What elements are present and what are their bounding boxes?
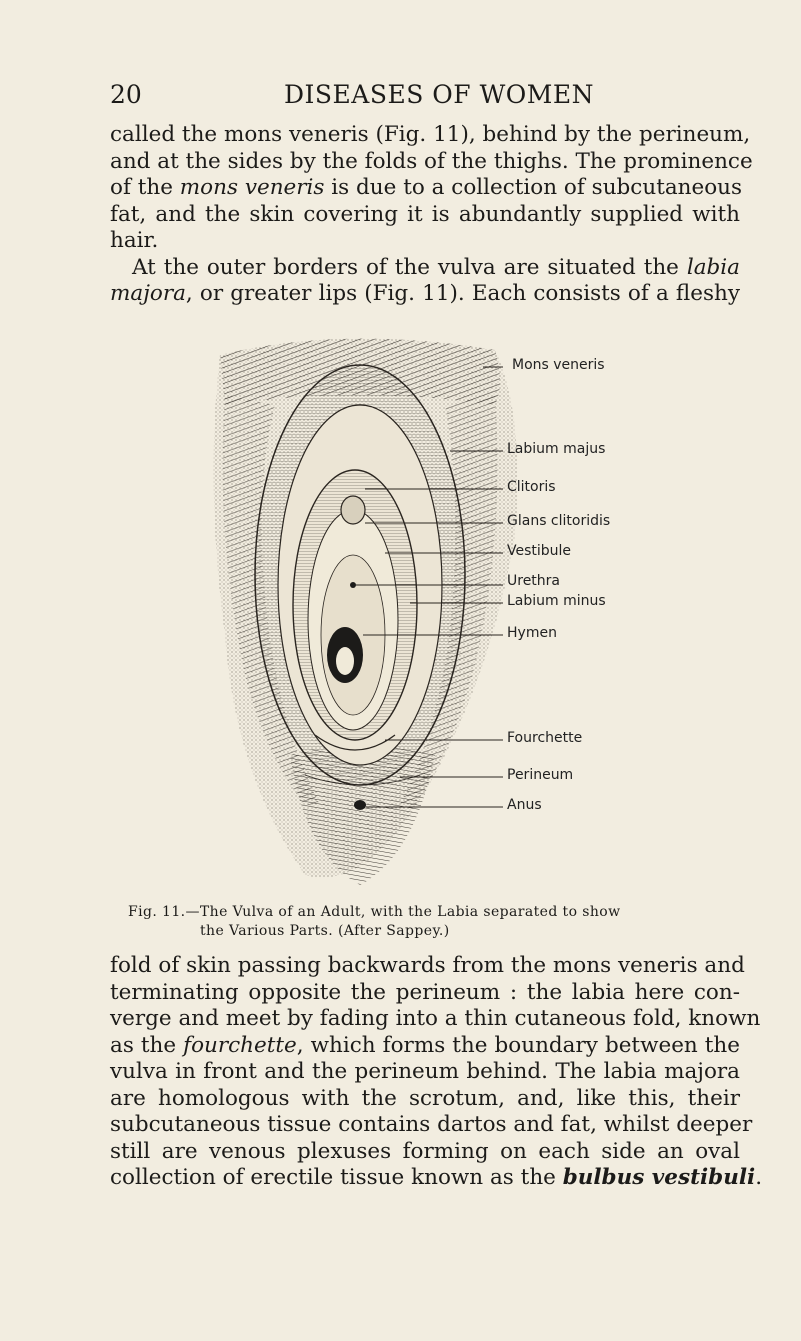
- text-line: called the mons veneris (Fig. 11), behind by the perineum,: [110, 122, 751, 147]
- text-line: as the fourchette, which forms the boundary between the: [110, 1032, 740, 1058]
- paragraph-1: [110, 122, 753, 308]
- paragraph-3: [110, 953, 763, 1192]
- page-number: 20: [110, 80, 142, 109]
- text-line: and at the sides by the folds of the thighs. The prominence: [110, 148, 753, 174]
- caption-line-2: the Various Parts. (After Sappey.): [200, 923, 450, 939]
- text-line: subcutaneous tissue contains dartos and fat, whilst deeper: [110, 1112, 753, 1137]
- page-header: [110, 80, 740, 120]
- text-line: still are venous plexuses forming on each side an oval: [110, 1138, 740, 1164]
- label-labium-majus: Labium majus: [507, 441, 606, 457]
- label-hymen: Hymen: [507, 625, 557, 641]
- label-anus: Anus: [507, 797, 542, 813]
- text-line: of the mons veneris is due to a collection of subcutaneous: [110, 175, 743, 200]
- caption-line-1: Fig. 11.—The Vulva of an Adult, with the Labia separated to show: [128, 904, 621, 920]
- label-vestibule: Vestibule: [507, 543, 572, 559]
- text-line: At the outer borders of the vulva are situated the labia: [132, 254, 740, 280]
- text-line: are homologous with the scrotum, and, like this, their: [110, 1085, 740, 1111]
- label-fourchette: Fourchette: [507, 730, 583, 746]
- text-line: fat, and the skin covering it is abundantly supplied with: [110, 201, 740, 227]
- text-line: majora, or greater lips (Fig. 11). Each consists of a fleshy: [110, 281, 740, 306]
- text-line: vulva in front and the perineum behind. The labia majora: [110, 1059, 740, 1084]
- text-line: collection of erectile tissue known as the bulbus vestibuli.: [110, 1165, 763, 1190]
- text-line: fold of skin passing backwards from the mons veneris and: [110, 953, 745, 978]
- vulva-illustration: [195, 335, 655, 895]
- running-head: DISEASES OF WOMEN: [284, 80, 595, 109]
- label-perineum: Perineum: [507, 767, 574, 783]
- text-line: hair.: [110, 228, 159, 253]
- anatomical-figure: [195, 335, 655, 895]
- label-glans-clitoridis: Glans clitoridis: [507, 513, 611, 529]
- label-urethra: Urethra: [507, 573, 561, 589]
- figure-caption: [128, 903, 728, 941]
- label-clitoris: Clitoris: [507, 479, 556, 495]
- text-line: verge and meet by fading into a thin cutaneous fold, known: [110, 1006, 761, 1031]
- label-mons-veneris: Mons veneris: [512, 357, 605, 373]
- text-line: terminating opposite the perineum : the labia here con-: [110, 979, 740, 1005]
- label-labium-minus: Labium minus: [507, 593, 606, 609]
